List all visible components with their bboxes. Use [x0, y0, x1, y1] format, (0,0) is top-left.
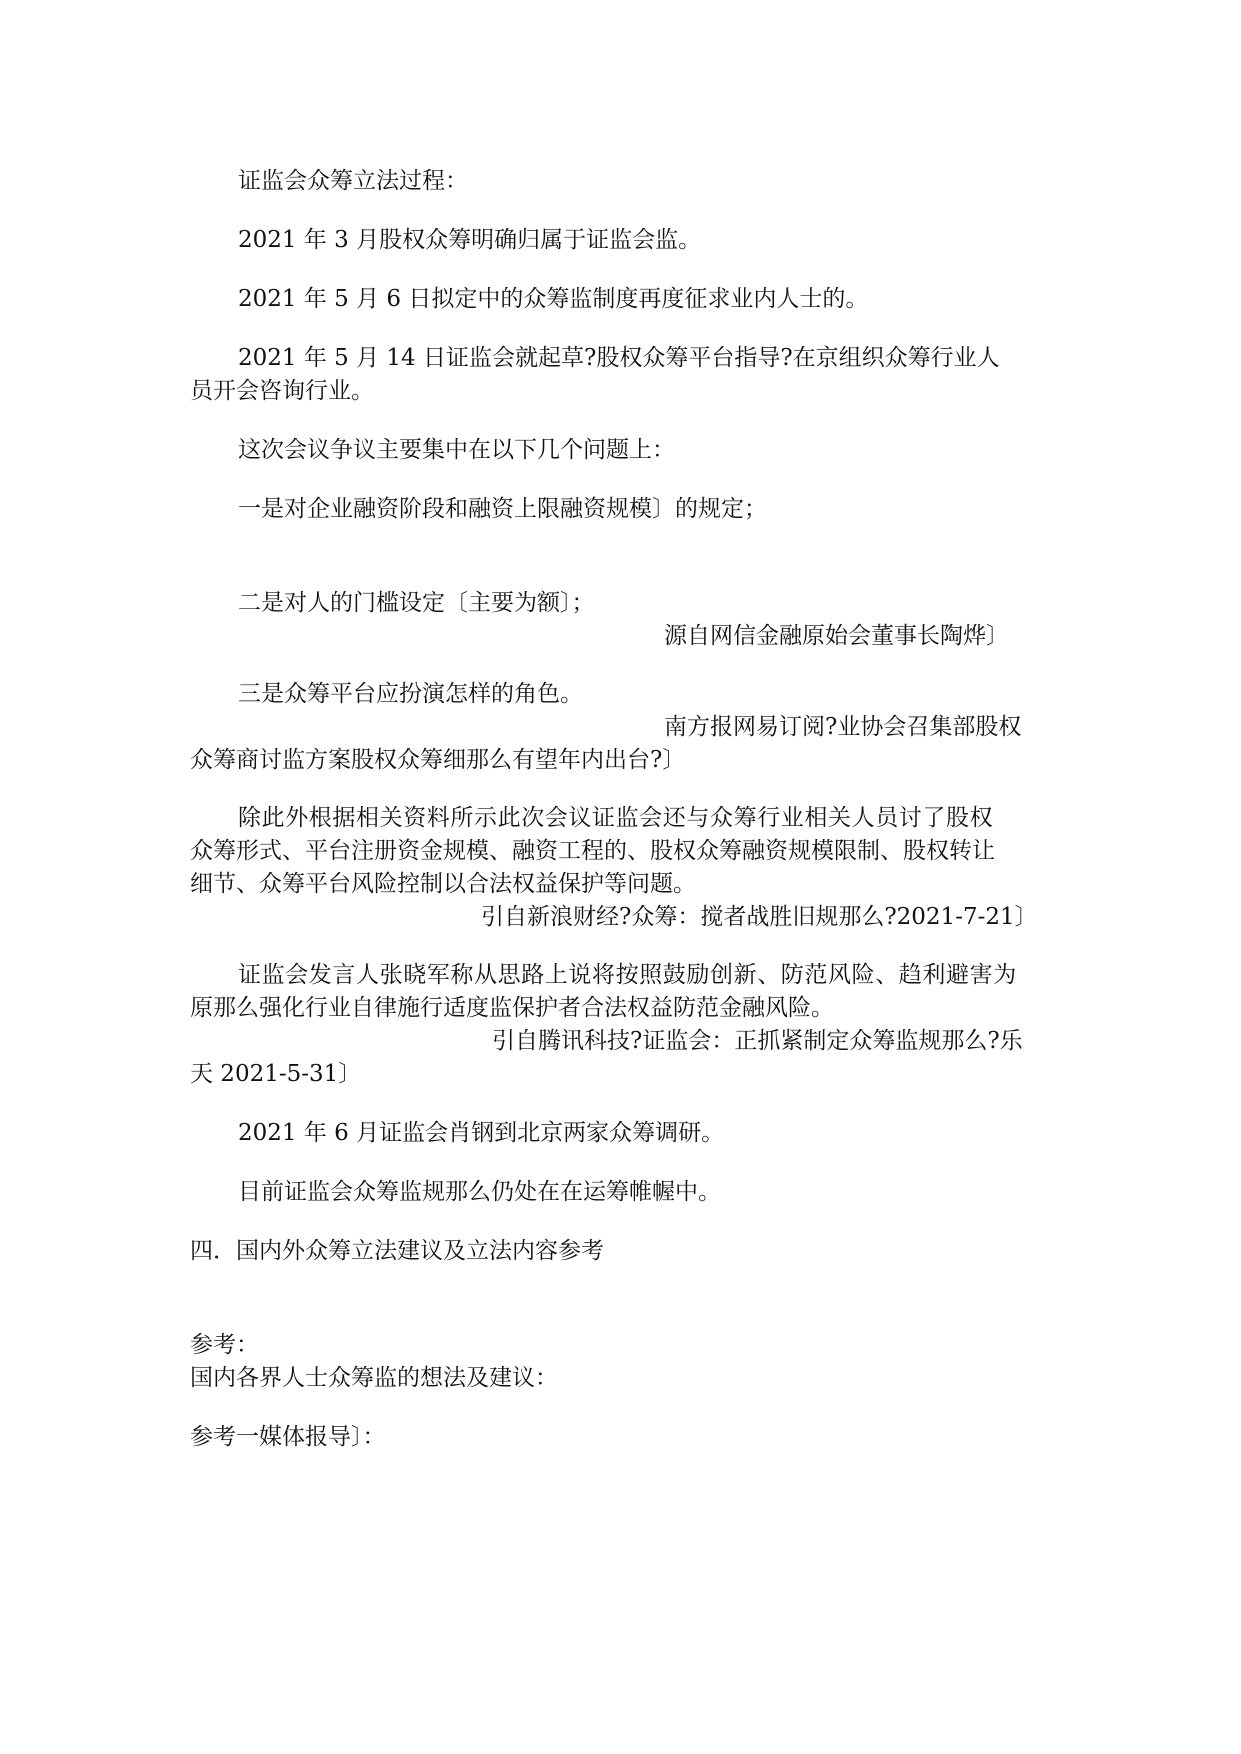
text-line: 一是对企业融资阶段和融资上限融资规模〕的规定； — [238, 496, 767, 522]
citation-line: 南方报网易订阅?业协会召集部股权 — [664, 714, 1022, 740]
text-line: 证监会发言人张晓军称从思路上说将按照鼓励创新、防范风险、趋利避害为 — [238, 962, 1017, 988]
text-line: 参考： — [190, 1332, 259, 1358]
text-line: 三是众筹平台应扮演怎样的角色。 — [238, 681, 583, 707]
text-line: 二是对人的门槛设定〔主要为额〕； — [238, 590, 595, 616]
text-line: 除此外根据相关资料所示此次会议证监会还与众筹行业相关人员讨了股权 — [238, 805, 994, 831]
text-line: 2021 年 5 月 6 日拟定中的众筹监制度再度征求业内人士的。 — [238, 286, 869, 312]
text-line: 2021 年 3 月股权众筹明确归属于证监会监。 — [238, 227, 702, 253]
text-line: 参考一媒体报导〕： — [190, 1424, 386, 1450]
text-line: 众筹形式、平台注册资金规模、融资工程的、股权众筹融资规模限制、股权转让 — [190, 838, 995, 864]
citation-line: 天 2021-5-31〕 — [190, 1061, 362, 1087]
text-line: 细节、众筹平台风险控制以合法权益保护等问题。 — [190, 871, 696, 897]
citation-line: 引自腾讯科技?证监会：正抓紧制定众筹监规那么?乐 — [492, 1028, 1023, 1054]
text-line: 原那么强化行业自律施行适度监保护者合法权益防范金融风险。 — [190, 995, 834, 1021]
text-line: 证监会众筹立法过程： — [238, 168, 468, 194]
citation-line: 引自新浪财经?众筹：搅者战胜旧规那么?2021-7-21〕 — [481, 904, 1038, 930]
text-line: 2021 年 5 月 14 日证监会就起草?股权众筹平台指导?在京组织众筹行业人 — [238, 345, 1000, 371]
section-heading: 四．国内外众筹立法建议及立法内容参考 — [190, 1238, 604, 1264]
citation-line: 源自网信金融原始会董事长陶烨〕 — [664, 623, 1009, 649]
text-line: 这次会议争议主要集中在以下几个问题上： — [238, 437, 675, 463]
text-line: 目前证监会众筹监规那么仍处在在运筹帷幄中。 — [238, 1179, 721, 1205]
text-line: 2021 年 6 月证监会肖钢到北京两家众筹调研。 — [238, 1120, 725, 1146]
text-line: 国内各界人士众筹监的想法及建议： — [190, 1365, 558, 1391]
citation-line: 众筹商讨监方案股权众筹细那么有望年内出台?〕 — [190, 747, 686, 773]
text-line: 员开会咨询行业。 — [190, 378, 374, 404]
